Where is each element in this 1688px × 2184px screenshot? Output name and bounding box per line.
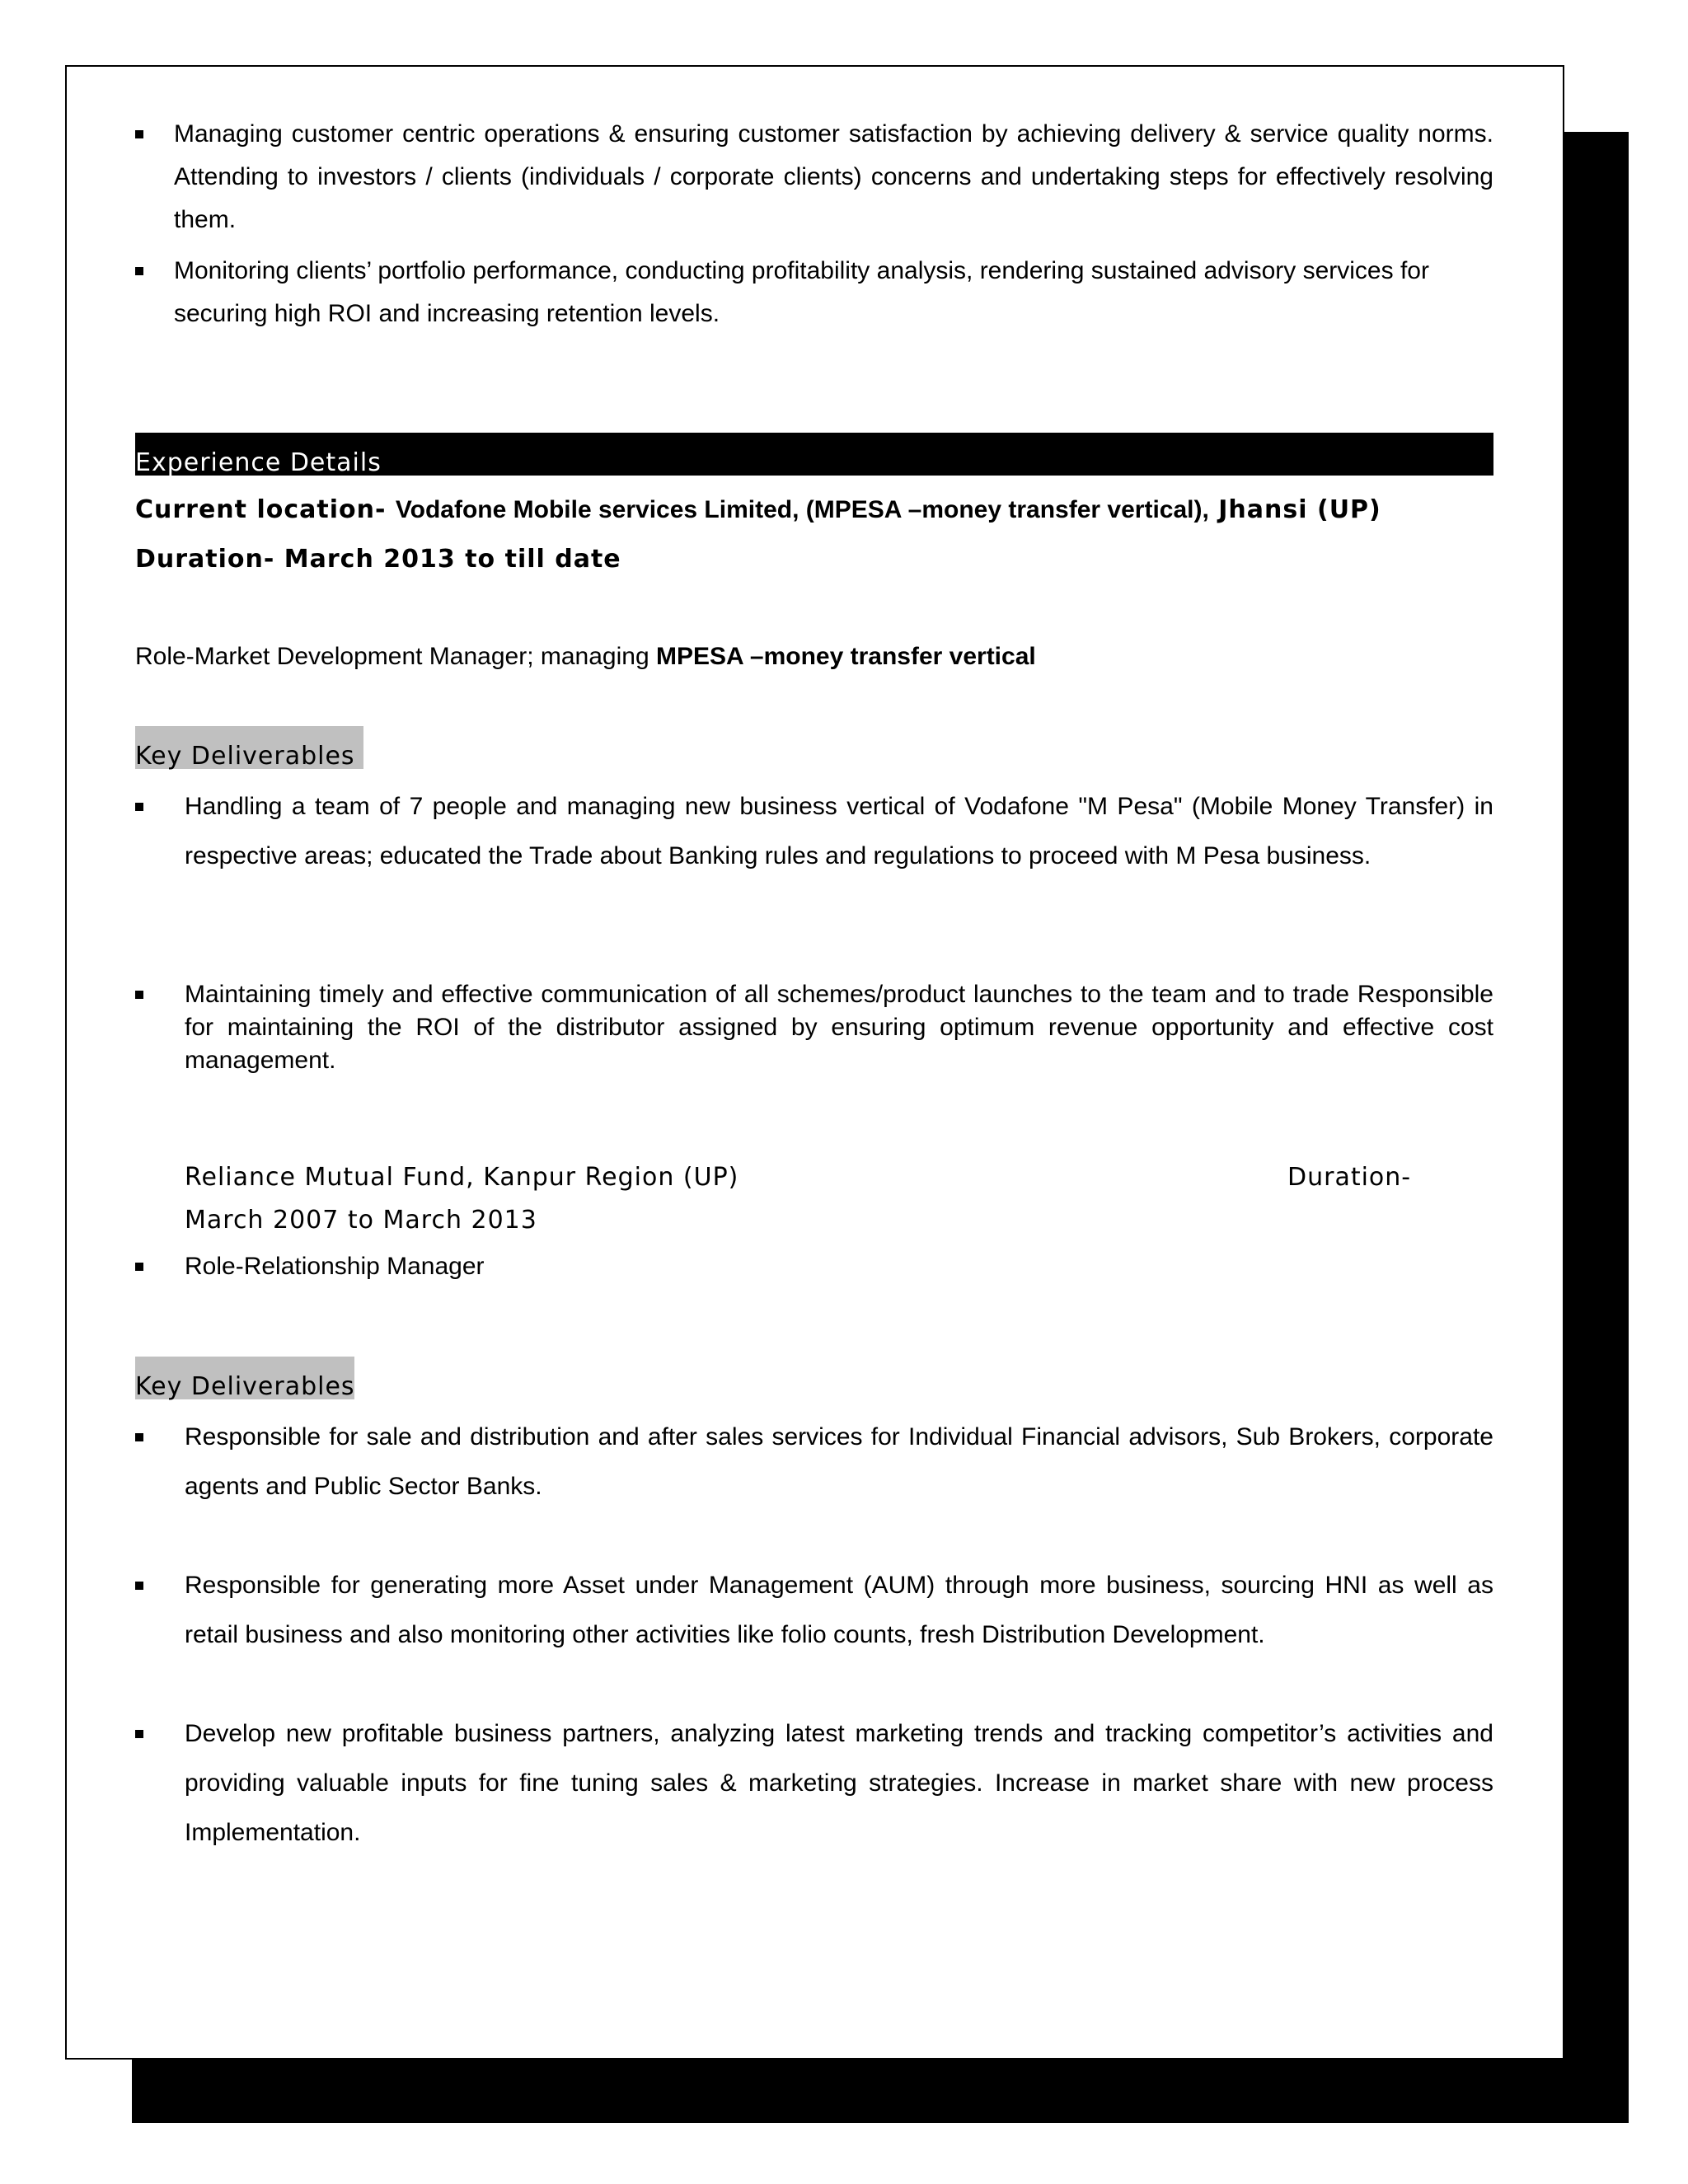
bullet-icon [135, 803, 143, 811]
key-deliverables-label: Key Deliverables [135, 1357, 354, 1399]
key-deliverables-label: Key Deliverables [135, 726, 363, 769]
previous-duration: March 2007 to March 2013 [185, 1206, 537, 1235]
previous-role: Role-Relationship Manager [185, 1253, 485, 1280]
bullet-text: Responsible for sale and distribution and after sales services for Individual Financial advisors, Sub Brokers, corporate agents and Public Sector Banks. [185, 1423, 1493, 1500]
list-item [135, 1413, 1493, 1511]
bullet-text: Responsible for generating more Asset under Management (AUM) through more business, sourcing HNI as well as retail business and also monitoring other activities like folio counts, fresh Distribution Development. [185, 1572, 1493, 1648]
list-item [135, 978, 1493, 1077]
list-item [135, 782, 1493, 881]
bullet-icon [135, 1730, 143, 1738]
list-item [135, 1561, 1493, 1660]
company-name: Vodafone Mobile services Limited, (MPESA –money transfer vertical), [395, 496, 1209, 523]
bullet-text: Handling a team of 7 people and managing new business vertical of Vodafone "M Pesa" (Mobile Money Transfer) in respective areas; educated the Trade about Banking rules and regulations to proceed with M Pesa business. [185, 793, 1493, 869]
current-location: Current location- Vodafone Mobile services Limited, (MPESA –money transfer vertical), Jhansi (UP) [135, 495, 1381, 524]
current-role: Role-Market Development Manager; managing MPESA –money transfer vertical [135, 643, 1036, 670]
list-item [135, 250, 1493, 335]
bullet-text: Maintaining timely and effective communication of all schemes/product launches to the team and to trade Responsible for maintaining the ROI of the distributor assigned by ensuring optimum revenue opportunity and effective cost management. [185, 981, 1493, 1074]
bullet-icon [135, 1263, 143, 1271]
bullet-icon [135, 130, 143, 138]
bullet-icon [135, 991, 143, 999]
previous-company: Reliance Mutual Fund, Kanpur Region (UP) [185, 1163, 739, 1192]
list-item [135, 113, 1493, 241]
previous-duration-label: Duration- [1287, 1163, 1412, 1192]
bullet-icon [135, 1582, 143, 1590]
bullet-text: Monitoring clients’ portfolio performance, conducting profitability analysis, rendering sustained advisory services for securing high ROI and increasing retention levels. [174, 257, 1429, 327]
section-header [135, 433, 1493, 476]
section-title: Experience Details [135, 448, 382, 477]
bullet-text: Develop new profitable business partners, analyzing latest marketing trends and tracking competitor’s activities and providing valuable inputs for fine tuning sales & marketing strategies. Increase in market share with new process Implementation. [185, 1720, 1493, 1846]
bullet-icon [135, 1433, 143, 1441]
bullet-icon [135, 267, 143, 275]
resume-page [65, 65, 1564, 2060]
list-item [135, 1245, 1493, 1288]
bullet-text: Managing customer centric operations & ensuring customer satisfaction by achieving delivery & service quality norms. Attending to investors / clients (individuals / corporate clients) concerns and undertaking steps for effectively resolving them. [174, 120, 1493, 233]
list-item [135, 1709, 1493, 1858]
current-duration: Duration- March 2013 to till date [135, 545, 621, 574]
